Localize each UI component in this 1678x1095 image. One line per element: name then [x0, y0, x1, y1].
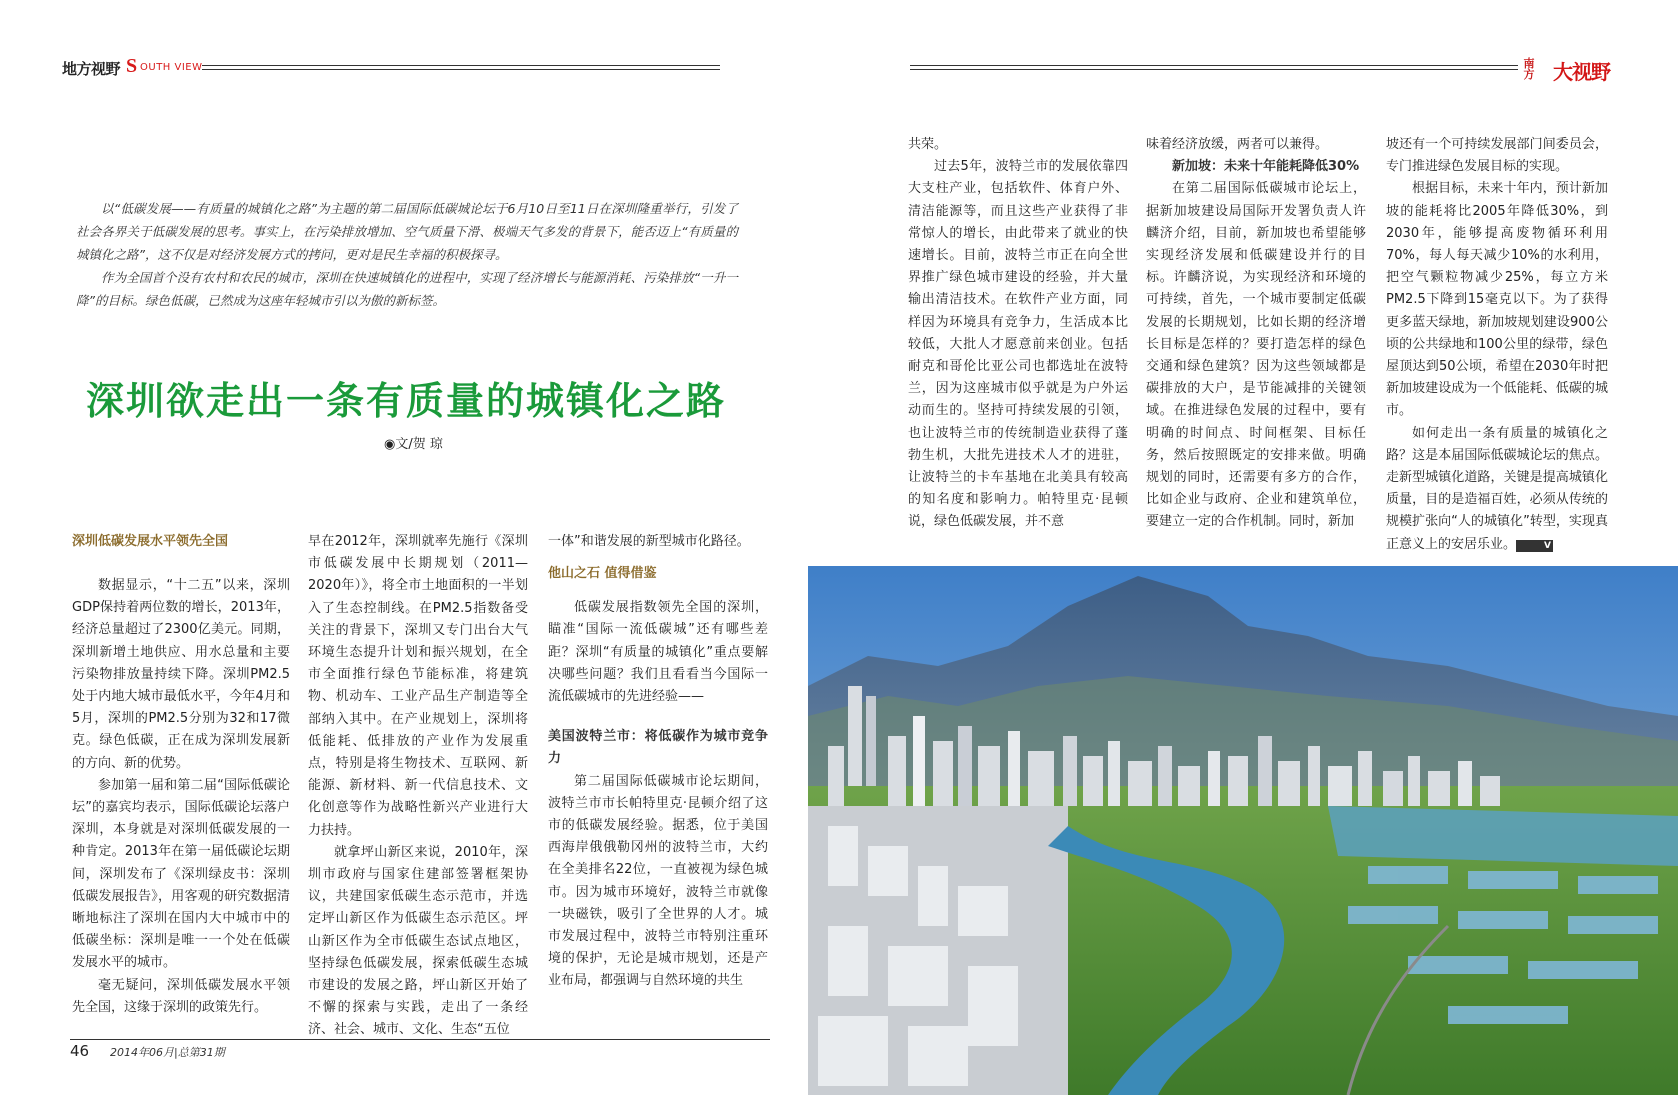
body-text: 如何走出一条有质量的城镇化之路？这是本届国际低碳城论坛的焦点。走新型城镇化道路，关键是提高城镇化质量，目的是造福百姓，必须从传统的规模扩张向“人的城镇化”转型，实现真正意义上的安居乐业。 [1386, 425, 1608, 552]
body-paragraph: 早在2012年，深圳就率先施行《深圳市低碳发展中长期规划（2011—2020年）》，将全市土地面积的一半划入了生态控制线。在PM2.5指数备受关注的背景下，深圳又专门出台大气环境生态提升计划和振兴规划，在全市全面推行绿色节能标准，将建筑物、机动车、工业产品生产制造等全部纳入其中。在产业规划上，深圳将低能耗、低排放的产业作为发展重点，特别是将生物技术、互联网、新能源、新材料、新一代信息技术、文化创意等作为战略性新兴产业进行大力扶持。 [308, 534, 528, 838]
text-column-3 [548, 531, 768, 993]
magazine-title: 大视野 [1553, 60, 1610, 84]
article-byline: ◉文/贺 琼 [384, 437, 443, 452]
body-paragraph: 就拿坪山新区来说，2010年，深圳市政府与国家住建部签署框架协议，共建国家低碳生态示范市，并选定坪山新区作为低碳生态示范区。坪山新区作为全市低碳生态试点地区，坚持绿色低碳发展，探索低碳生态城市建设的发展之路，坪山新区开始了不懈的探索与实践，走出了一条经济、社会、城市、文化、生态“五位 [308, 844, 528, 1038]
article-title: 深圳欲走出一条有质量的城镇化之路 [86, 379, 727, 423]
running-header-right [910, 58, 1610, 82]
page-footer [70, 1039, 770, 1061]
text-column-5 [1146, 134, 1366, 534]
header-rule [202, 69, 720, 70]
section-english-name: OUTH VIEW [140, 62, 203, 73]
intro-paragraph: 以“低碳发展——有质量的城镇化之路”为主题的第二届国际低碳城论坛于6月10日至11日在深圳隆重举行，引发了社会各界关于低碳发展的思考。事实上，在污染排放增加、空气质量下滑、极端天气多发的背景下，能否迈上“有质量的城镇化之路”，这不仅是对经济发展方式的拷问，更对是民生幸福的积极探寻。 [76, 201, 738, 262]
text-column-4 [908, 134, 1128, 534]
page-number: 46 [70, 1042, 90, 1060]
header-rule [202, 65, 720, 66]
body-paragraph: 参加第一届和第二届“国际低碳论坛”的嘉宾均表示，国际低碳论坛落户深圳，本身就是对深圳低碳发展的一种肯定。2013年在第一届低碳论坛期间，深圳发布了《深圳绿皮书：深圳低碳发展报告》，用客观的研究数据清晰地标注了深圳在国内大中城市中的低碳坐标：深圳是唯一一个处在低碳发展水平的城市。 [72, 777, 290, 971]
section-heading: 深圳低碳发展水平领先全国 [72, 534, 229, 549]
subsection-heading: 新加坡：未来十年能耗降低30% [1172, 159, 1360, 175]
section-brand: 地方视野 [62, 60, 121, 78]
article-intro [76, 197, 738, 312]
body-paragraph: 毫无疑问，深圳低碳发展水平领先全国，这缘于深圳的政策先行。 [72, 977, 290, 1015]
text-column-2 [308, 531, 528, 1042]
header-rule [910, 65, 1518, 66]
body-paragraph: 低碳发展指数领先全国的深圳，瞄准“国际一流低碳城”还有哪些差距？深圳“有质量的城镇化”重点要解决哪些问题？我们且看看当今国际一流低碳城市的先进经验—— [548, 600, 768, 705]
body-paragraph: 一体”和谐发展的新型城市化路径。 [548, 534, 750, 549]
body-paragraph: 味着经济放缓，两者可以兼得。 [1146, 137, 1329, 152]
text-column-1 [72, 531, 290, 1019]
issue-info: 2014年06月|总第31期 [110, 1046, 225, 1059]
body-paragraph: 坡还有一个可持续发展部门间委员会，专门推进绿色发展目标的实现。 [1386, 137, 1608, 175]
body-paragraph: 数据显示，“十二五”以来，深圳GDP保持着两位数的增长，2013年，经济总量超过了2300亿美元。同期，深圳新增土地供应、用水总量和主要污染物排放量持续下降。深圳PM2.5处于内地大城市最低水平，今年4月和5月，深圳的PM2.5分别为32和17微克。绿色低碳，正在成为深圳发展新的方向、新的优势。 [72, 578, 290, 771]
running-header-left [62, 55, 720, 80]
header-rule [910, 69, 1518, 70]
body-paragraph: 在第二届国际低碳城市论坛上，据新加坡建设局国际开发署负责人许麟济介绍，目前，新加坡也希望能够实现经济发展和低碳建设并行的目标。许麟济说，为实现经济和环境的可持续，首先，一个城市要制定低碳发展的长期规划，比如长期的经济增长目标是怎样的？要打造怎样的绿色交通和绿色建筑？因为这些领域都是碳排放的大户，是节能减排的关键领域。在推进绿色发展的过程中，要有明确的时间点、时间框架、目标任务，然后按照既定的安排来做。明确规划的同时，还需要有多方的合作，比如企业与政府、企业和建筑单位，要建立一定的合作机制。同时，新加 [1146, 181, 1366, 530]
text-column-6 [1386, 134, 1608, 556]
body-paragraph: 根据目标，未来十年内，预计新加坡的能耗将比2005年降低30%，到2030年，能够提高废物循环利用70%，每人每天减少10%的水利用，把空气颗粒物减少25%，每立方米PM2.5下降到15毫克以下。为了获得更多蓝天绿地，新加坡规划建设900公顷的公共绿地和100公里的绿带，绿色屋顶达到50公顷，希望在2030年时把新加坡建设成为一个低能耗、低碳的城市。 [1386, 181, 1608, 419]
section-heading: 他山之石 值得借鉴 [548, 566, 657, 582]
body-paragraph: 过去5年，波特兰市的发展依靠四大支柱产业，包括软件、体育户外、清洁能源等，而且这些产业获得了非常惊人的增长，由此带来了就业的快速增长。目前，波特兰市正在向全世界推广绿色城市建设的经验，并大量输出清洁技术。在软件产业方面，同样因为环境具有竞争力，生活成本比较低，大批人才愿意前来创业。包括耐克和哥伦比亚公司也都选址在波特兰，因为这座城市似乎就是为户外运动而生的。坚持可持续发展的引领，也让波特兰市的传统制造业获得了蓬勃生机，大批先进技术人才的进驻，让波特兰的卡车基地在北美具有较高的知名度和影响力。帕特里克·昆顿说，绿色低碳发展，并不意 [908, 159, 1128, 530]
section-logo-letter: S [126, 55, 138, 77]
end-of-article-mark: V [1516, 540, 1553, 552]
subsection-heading: 美国波特兰市：将低碳作为城市竞争力 [548, 729, 768, 767]
magazine-logo: 南方 [1523, 57, 1535, 81]
intro-paragraph: 作为全国首个没有农村和农民的城市，深圳在快速城镇化的进程中，实现了经济增长与能源消耗、污染排放“一升一降”的目标。绿色低碳，已然成为这座年轻城市引以为傲的新标签。 [76, 270, 738, 308]
body-paragraph: 第二届国际低碳城市论坛期间，波特兰市市长帕特里克·昆顿介绍了这市的低碳发展经验。据悉，位于美国西海岸俄俄勒冈州的波特兰市，大约在全美排名22位，一直被视为绿色城市。因为城市环境好，波特兰市就像一块磁铁，吸引了全世界的人才。城市发展过程中，波特兰市特别注重环境的保护，无论是城市规划，还是产业布局，都强调与自然环境的共生 [548, 773, 768, 989]
footer-rule [70, 1039, 770, 1040]
city-skyline-photo-icon [808, 566, 1678, 1095]
body-paragraph: 共荣。 [908, 137, 948, 152]
body-paragraph [1386, 423, 1608, 556]
